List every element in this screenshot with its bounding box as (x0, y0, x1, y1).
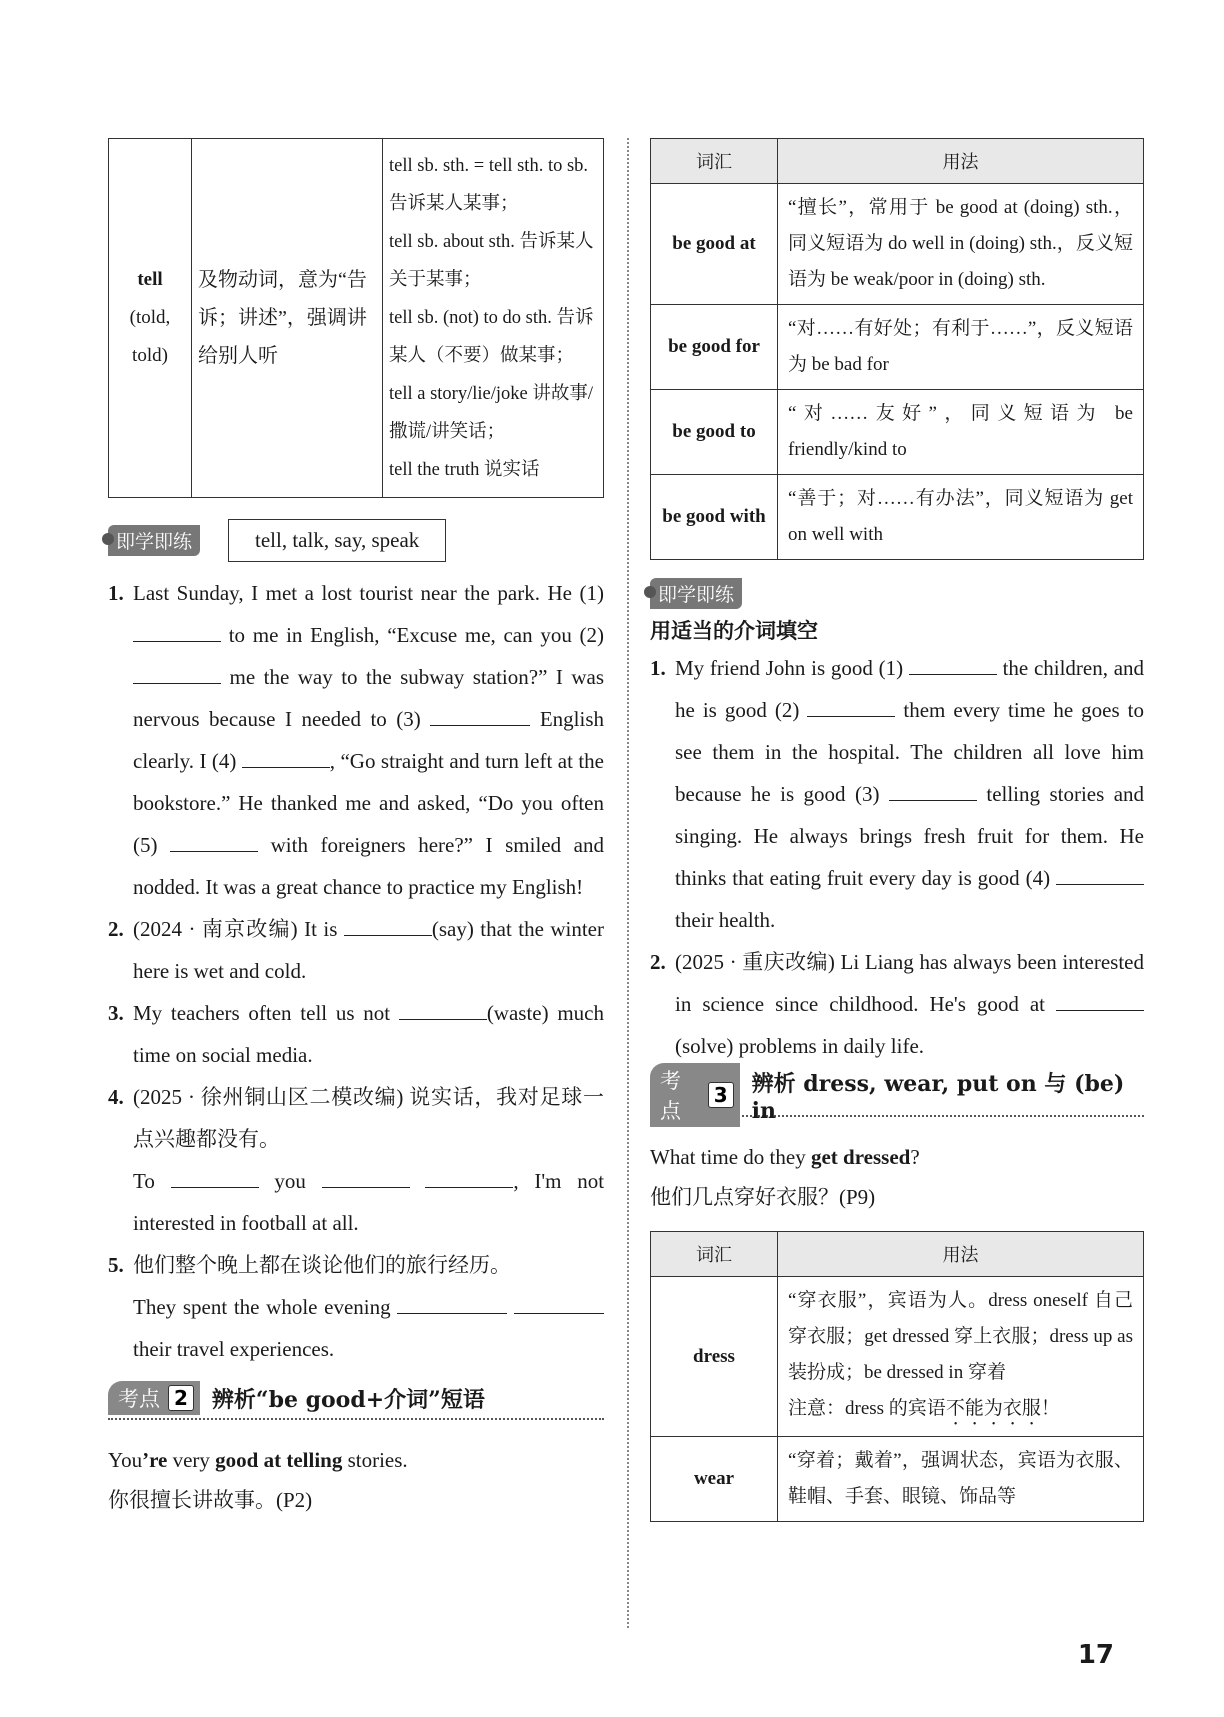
note-emphasis: 不能为衣服 (945, 1398, 1041, 1419)
kaodian-title: 辨析“be good+介词”短语 (211, 1386, 485, 1413)
practice1-questions (108, 572, 604, 1370)
answer-blank[interactable] (397, 1290, 507, 1314)
title-part: 与 (1036, 1070, 1075, 1097)
header-word: 词汇 (651, 139, 778, 184)
answer-blank[interactable] (430, 702, 530, 726)
example-bold: ’re (142, 1448, 168, 1472)
q5-text-a: 他们整个晚上都在谈论他们的旅行经历。 (133, 1253, 511, 1277)
phrase-word: be good to (651, 390, 778, 475)
header-word: 词汇 (651, 1232, 778, 1277)
q5-text-c: their travel experiences. (133, 1337, 335, 1361)
question-3 (108, 992, 604, 1076)
phrase-usage: “擅长”，常用于 be good at (doing) sth.，同义短语为 do well in (doing) sth.，反义短语为 be weak/poor in (doing) sth. (778, 184, 1144, 305)
question-2 (650, 941, 1144, 1067)
header-usage: 用法 (778, 1232, 1144, 1277)
tell-forms: (told, told) (129, 307, 171, 366)
note-text: 注意：dress 的宾语 (788, 1398, 946, 1419)
example-text: What time do they (650, 1145, 811, 1169)
answer-blank[interactable] (889, 777, 977, 801)
phrase-usage: “穿着；戴着”，强调状态，宾语为衣服、鞋帽、手套、眼镜、饰品等 (778, 1437, 1144, 1522)
tell-usage-item: tell sb. about sth. 告诉某人关于某事； (389, 232, 594, 290)
p2-q1-text-e: their health. (675, 908, 776, 932)
answer-blank[interactable] (909, 651, 997, 675)
left-column (108, 138, 604, 1520)
practice-tag: 即学即练 (650, 578, 742, 609)
phrase-word: dress (651, 1277, 778, 1437)
question-2 (108, 908, 604, 992)
answer-blank[interactable] (1056, 861, 1144, 885)
note-text: ！ (1040, 1398, 1060, 1419)
q1-text-d: English clearly. I (4) (133, 707, 604, 773)
q4-text-c: you (274, 1169, 306, 1193)
practice2-instruction: 用适当的介词填空 (650, 619, 818, 643)
question-number: 1. (108, 581, 124, 605)
kaodian-3-header (650, 1069, 1144, 1124)
practice1-header (108, 516, 604, 564)
p2-q1-text-b: the children, and he is good (2) (675, 656, 1145, 722)
example-cn: 他们几点穿好衣服？(P9) (650, 1185, 876, 1209)
example-text: stories. (342, 1448, 408, 1472)
question-number: 1. (650, 656, 666, 680)
q1-text-b: to me in English, “Excuse me, can you (2) (228, 623, 604, 647)
question-number: 4. (108, 1085, 124, 1109)
tell-word: tell (137, 269, 163, 290)
kaodian-2-example (108, 1440, 604, 1520)
practice2-header (650, 578, 1144, 609)
q3-text-b: (waste) much time on social media. (133, 1001, 604, 1067)
example-cn: 你很擅长讲故事。(P2) (108, 1488, 313, 1512)
question-4 (108, 1076, 604, 1244)
answer-blank[interactable] (344, 912, 432, 936)
tell-word-cell (109, 139, 192, 498)
tell-usage-item: tell a story/lie/joke 讲故事/撒谎/讲笑话； (389, 384, 593, 442)
answer-blank[interactable] (133, 660, 221, 684)
kaodian-label: 考点 (660, 1069, 681, 1123)
answer-blank[interactable] (399, 996, 487, 1020)
kaodian-label: 考点 (118, 1387, 160, 1411)
dress-table (650, 1231, 1144, 1522)
question-number: 5. (108, 1253, 124, 1277)
p2-q1-text-a: My friend John is good (1) (675, 656, 904, 680)
question-5 (108, 1244, 604, 1370)
p2-q2-text-b: (solve) problems in daily life. (675, 1034, 925, 1058)
q4-text-a: (2025 · 徐州铜山区二模改编) 说实话，我对足球一点兴趣都没有。 (133, 1085, 604, 1151)
example-bold: good at telling (215, 1448, 343, 1472)
phrase-usage: “对……友好”，同义短语为 be friendly/kind to (778, 390, 1144, 475)
answer-blank[interactable] (514, 1290, 604, 1314)
kaodian-number: 2 (168, 1385, 194, 1411)
kaodian-tag (650, 1063, 740, 1127)
q1-text-f: with foreigners here?” I smiled and nodded. It was a great chance to practice my English! (133, 833, 604, 899)
p2-q2-text-a: (2025 · 重庆改编) Li Liang has always been interested in science since childhood. He's good at (675, 950, 1144, 1016)
title-part: 辨析 (751, 1070, 804, 1097)
phrase-usage: “对……有好处；有利于……”，反义短语为 be bad for (778, 305, 1144, 390)
q2-text-a: (2024 · 南京改编) It is (133, 917, 338, 941)
answer-blank[interactable] (171, 1164, 259, 1188)
usage-text: “穿衣服”，宾语为人。dress oneself 自己穿衣服；get dressed 穿上衣服；dress up as 装扮成；be dressed in 穿着 (788, 1290, 1133, 1383)
title-part: (be) in (751, 1070, 1125, 1124)
q1-text-a: Last Sunday, I met a lost tourist near the park. He (1) (133, 581, 604, 605)
tell-usage-item: tell sb. (not) to do sth. 告诉某人（不要）做某事； (389, 308, 594, 366)
kaodian-2-header (108, 1378, 604, 1420)
p2-q1-text-c: them every time he goes to see them in the hospital. The children all love him because he is good (3) (675, 698, 1145, 806)
tell-meaning: 及物动词，意为“告诉；讲述”，强调讲给别人听 (192, 139, 383, 498)
kaodian-3-example (650, 1137, 1144, 1217)
answer-blank[interactable] (322, 1164, 410, 1188)
practice-tag: 即学即练 (108, 525, 200, 556)
tell-usage-item: tell sb. sth. = tell sth. to sb. 告诉某人某事； (389, 156, 589, 214)
question-number: 3. (108, 1001, 124, 1025)
answer-blank[interactable] (242, 744, 330, 768)
answer-blank[interactable] (133, 618, 221, 642)
answer-blank[interactable] (1056, 987, 1144, 1011)
answer-blank[interactable] (807, 693, 895, 717)
q2-text-b: (say) that the winter here is wet and cold. (133, 917, 604, 983)
question-number: 2. (108, 917, 124, 941)
tell-table (108, 138, 604, 498)
q1-text-e: , “Go straight and turn left at the bookstore.” He thanked me and asked, “Do you often (5) (133, 749, 604, 857)
q4-text-b: To (133, 1169, 155, 1193)
example-text: very (167, 1448, 216, 1472)
q5-text-b: They spent the whole evening (133, 1295, 391, 1319)
question-number: 2. (650, 950, 666, 974)
phrase-word: be good at (651, 184, 778, 305)
practice2-questions (650, 647, 1144, 1067)
q3-text-a: My teachers often tell us not (133, 1001, 391, 1025)
example-en (108, 1440, 604, 1480)
right-column (650, 138, 1144, 1522)
phrase-usage (778, 1277, 1144, 1437)
kaodian-number: 3 (708, 1082, 734, 1108)
phrase-usage: “善于；对……有办法”，同义短语为 get on well with (778, 475, 1144, 560)
kaodian-tag (108, 1381, 200, 1415)
example-bold: get dressed (810, 1145, 911, 1169)
q1-text-c: me the way to the subway station?” I was nervous because I needed to (3) (133, 665, 604, 731)
column-divider (627, 138, 629, 1628)
phrase-word: be good with (651, 475, 778, 560)
question-1 (650, 647, 1144, 941)
page-number: 17 (1077, 1640, 1114, 1670)
answer-blank[interactable] (170, 828, 258, 852)
q4-text-d: , I'm not interested in football at all. (133, 1169, 605, 1235)
header-usage: 用法 (778, 139, 1144, 184)
phrase-word: wear (651, 1437, 778, 1522)
p2-q1-text-d: telling stories and singing. He always brings fresh fruit for them. He thinks that eating fruit every day is good (4) (675, 782, 1145, 890)
tell-usage-item: tell the truth 说实话 (389, 460, 540, 480)
example-en (650, 1137, 1144, 1177)
answer-blank[interactable] (425, 1164, 513, 1188)
be-good-table (650, 138, 1144, 560)
word-box: tell, talk, say, speak (228, 519, 446, 562)
kaodian-title (752, 1067, 1144, 1124)
usage-note (788, 1391, 1133, 1430)
title-part: dress, wear, put on (803, 1070, 1037, 1097)
phrase-word: be good for (651, 305, 778, 390)
tell-usages (383, 139, 604, 498)
example-text: You (108, 1448, 143, 1472)
example-text: ? (910, 1145, 920, 1169)
question-1 (108, 572, 604, 908)
